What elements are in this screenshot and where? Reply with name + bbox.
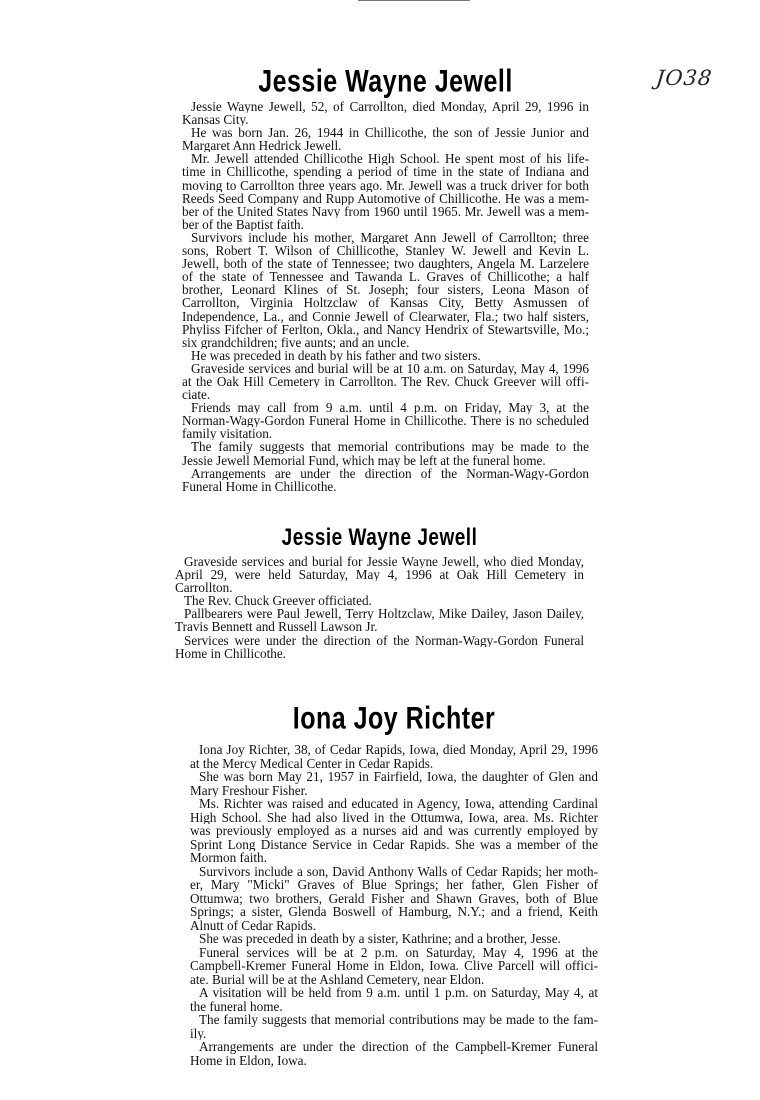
text-line: family visitation. xyxy=(182,427,273,441)
paragraph xyxy=(190,797,598,865)
text-line: She was preceded in death by a sister, Kathrine; and a brother, Jesse. xyxy=(199,932,561,946)
text-line: time in Chillicothe, spending a period of time in the state of Indiana and xyxy=(182,165,589,179)
text-line: Carrollton, Virginia Holtzclaw of Kansas City, Betty Asmussen of xyxy=(182,296,589,310)
text-line: Sprint Long Distance Service in Cedar Rapids. She was a member of the xyxy=(190,837,598,851)
obituary-title: Jessie Wayne Jewell xyxy=(281,525,478,552)
paragraph xyxy=(190,932,598,946)
text-line: ber of the United States Navy from 1960 until 1965. Mr. Jewell was a mem- xyxy=(182,204,589,218)
text-line: High School. She had also lived in the Ottumwa, Iowa, area. Ms. Richter xyxy=(190,810,598,824)
text-line: Funeral services will be at 2 p.m. on Saturday, May 4, 1996 at the xyxy=(199,945,598,959)
text-line: Home in Eldon, Iowa. xyxy=(190,1053,307,1067)
text-line: sons, Robert T. Wilson of Chillicothe, Stanley W. Jewell and Kevin L. xyxy=(182,244,589,258)
text-line: Mormon faith. xyxy=(190,851,267,865)
text-line: The family suggests that memorial contributions may be made to the xyxy=(191,440,589,454)
obituary-jessie-wayne-jewell-services xyxy=(175,525,584,660)
text-line: The Rev. Chuck Greever officiated. xyxy=(184,594,372,608)
text-line: Arrangements are under the direction of the Campbell-Kremer Funeral xyxy=(199,1040,598,1054)
text-line: Services were under the direction of the Norman-Wagy-Gordon Funeral xyxy=(184,633,584,647)
paragraph xyxy=(190,865,598,933)
text-line: the funeral home. xyxy=(190,999,283,1013)
text-line: Mary Freshour Fisher. xyxy=(190,783,308,797)
paragraph xyxy=(190,946,598,987)
text-line: six grandchildren; five aunts; and an uncle. xyxy=(182,335,410,349)
obituary-title: Jessie Wayne Jewell xyxy=(258,64,513,99)
obituary-body xyxy=(175,555,584,660)
text-line: ciate. xyxy=(182,388,211,402)
text-line: ate. Burial will be at the Ashland Cemetery, near Eldon. xyxy=(190,972,485,986)
paragraph xyxy=(182,362,589,401)
text-line: Iona Joy Richter, 38, of Cedar Rapids, Iowa, died Monday, April 29, 1996 xyxy=(199,743,598,757)
paragraph xyxy=(190,1040,598,1067)
obituary-jessie-wayne-jewell xyxy=(182,64,589,493)
paragraph xyxy=(175,594,584,607)
text-line: at the Mercy Medical Center in Cedar Rapids. xyxy=(190,756,434,770)
text-line: Phyliss Fifcher of Ferlton, Okla., and Nancy Hendrix of Stewartsville, Mo.; xyxy=(182,322,589,336)
text-line: He was born Jan. 26, 1944 in Chillicothe, the son of Jessie Junior and xyxy=(191,126,589,140)
paragraph xyxy=(182,467,589,493)
text-line: Alnutt of Cedar Rapids. xyxy=(190,918,316,932)
text-line: Reeds Seed Company and Rupp Automotive of Chillicothe. He was a mem- xyxy=(182,191,589,205)
paragraph xyxy=(182,349,589,362)
text-line: Graveside services and burial for Jessie Wayne Jewell, who died Monday, xyxy=(184,555,584,569)
paragraph xyxy=(182,126,589,152)
paragraph xyxy=(190,1013,598,1040)
text-line: Kansas City. xyxy=(182,113,249,127)
text-line: ily. xyxy=(190,1026,207,1040)
text-line: Jessie Wayne Jewell, 52, of Carrollton, died Monday, April 29, 1996 in xyxy=(191,100,589,114)
text-line: Margaret Ann Hedrick Jewell. xyxy=(182,139,342,153)
text-line: brother, Leonard Klines of St. Joseph; four sisters, Leona Mason of xyxy=(182,283,589,297)
text-line: at the Oak Hill Cemetery in Carrollton. The Rev. Chuck Greever will offi- xyxy=(182,374,589,389)
obituary-iona-joy-richter xyxy=(190,701,598,1067)
text-line: Jessie Jewell Memorial Fund, which may be left at the funeral home. xyxy=(182,453,546,467)
paragraph xyxy=(182,152,589,231)
text-line: of the state of Tennessee and Tawanda L. Graves of Chillicothe; a half xyxy=(182,270,589,284)
text-line: Friends may call from 9 a.m. until 4 p.m. on Friday, May 3, at the xyxy=(191,401,589,415)
text-line: Survivors include a son, David Anthony Walls of Cedar Rapids; her moth- xyxy=(199,864,598,878)
paragraph xyxy=(175,634,584,660)
text-line: He was preceded in death by his father and two sisters. xyxy=(191,348,481,362)
top-rule xyxy=(358,0,470,1)
text-line: ber of the Baptist faith. xyxy=(182,217,304,231)
text-line: Carrollton. xyxy=(175,581,233,595)
text-line: Jewell, both of the state of Tennessee; two daughters, Angela M. Larzelere xyxy=(182,257,589,271)
handwritten-note: JO38 xyxy=(654,66,714,90)
text-line: Pallbearers were Paul Jewell, Terry Holtzclaw, Mike Dailey, Jason Dailey, xyxy=(184,607,584,621)
obituary-title: Iona Joy Richter xyxy=(292,701,496,736)
text-line: The family suggests that memorial contributions may be made to the fam- xyxy=(199,1013,598,1027)
text-line: Graveside services and burial will be at 10 a.m. on Saturday, May 4, 1996 xyxy=(191,361,589,375)
paragraph xyxy=(190,986,598,1013)
obituary-body xyxy=(190,743,598,1067)
text-line: Independence, La., and Connie Jewell of Clearwater, Fla.; two half sisters, xyxy=(182,309,589,323)
paragraph xyxy=(182,231,589,349)
text-line: A visitation will be held from 9 a.m. until 1 p.m. on Saturday, May 4, at xyxy=(199,986,598,1000)
text-line: Survivors include his mother, Margaret Ann Jewell of Carrollton; three xyxy=(191,230,589,245)
paragraph xyxy=(182,440,589,466)
text-line: Norman-Wagy-Gordon Funeral Home in Chillicothe. There is no scheduled xyxy=(182,414,589,428)
obituary-body xyxy=(182,100,589,493)
text-line: Ms. Richter was raised and educated in Agency, Iowa, attending Cardinal xyxy=(199,797,598,811)
text-line: Funeral Home in Chillicothe. xyxy=(182,479,337,493)
text-line: was previously employed as a nurses aid and was currently employed by xyxy=(190,824,598,838)
text-line: Ottumwa; two brothers, Gerald Fisher and Shawn Graves, both of Blue xyxy=(190,891,598,905)
text-line: Arrangements are under the direction of the Norman-Wagy-Gordon xyxy=(191,466,589,480)
paragraph xyxy=(182,401,589,440)
paragraph xyxy=(175,607,584,633)
text-line: She was born May 21, 1957 in Fairfield, Iowa, the daughter of Glen and xyxy=(199,770,598,784)
text-line: April 29, were held Saturday, May 4, 1996 at Oak Hill Cemetery in xyxy=(175,568,584,582)
text-line: Campbell-Kremer Funeral Home in Eldon, Iowa. Clive Parcell will offici- xyxy=(190,959,598,973)
paragraph xyxy=(190,770,598,797)
text-line: Springs; a sister, Glenda Boswell of Hamburg, N.Y.; and a friend, Keith xyxy=(190,905,598,919)
text-line: Home in Chillicothe. xyxy=(175,646,286,660)
text-line: er, Mary "Micki" Graves of Blue Springs; her father, Glen Fisher of xyxy=(190,878,598,892)
text-line: Mr. Jewell attended Chillicothe High School. He spent most of his life- xyxy=(191,152,589,166)
text-line: Travis Bennett and Russell Lawson Jr. xyxy=(175,620,378,634)
text-line: moving to Carrollton three years ago. Mr. Jewell was a truck driver for both xyxy=(182,178,589,192)
